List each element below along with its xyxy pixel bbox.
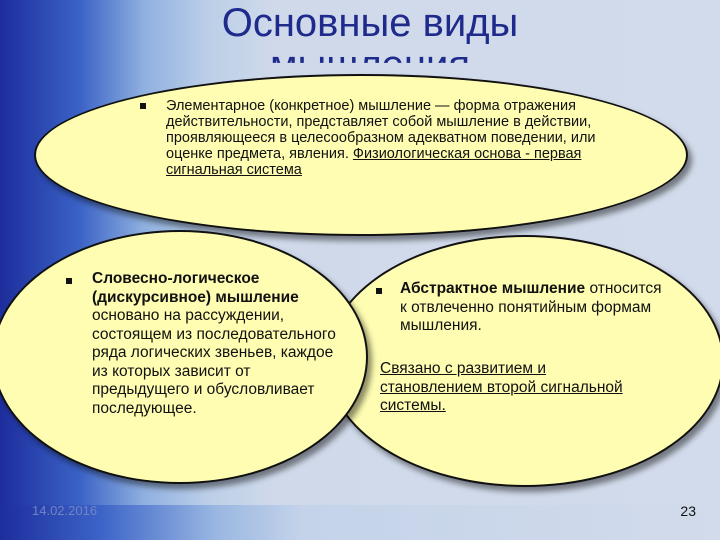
item-abstract-thinking: [400, 280, 670, 336]
bullet-marker: [140, 103, 146, 109]
footer-date: 14.02.2016: [32, 503, 98, 518]
item-abstract-definition: относится к отвлеченно понятийным формам мышления.: [400, 280, 662, 334]
slide-title: Основные виды: [221, 1, 519, 45]
item-elementary-thinking: [166, 98, 596, 178]
footer-band: [0, 505, 720, 540]
bullet-marker: [376, 288, 382, 294]
item-verbal-term: Словесно-логическое (дискурсивное) мышление: [92, 270, 299, 306]
item-verbal-definition: основано на рассуждении, состоящем из последовательного ряда логических звеньев, каждое из которых зависит от предыдущего и обусловливает последующее.: [92, 307, 336, 417]
page-number: 23: [680, 503, 696, 519]
item-elementary-basis: Физиологическая основа - первая сигнальная система: [166, 146, 582, 178]
item-elementary-text: Элементарное (конкретное) мышление — форма отражения действительности, представляет собой мышление в действии, проявляющееся в целесообразном адекватном поведении, или оценке предмета, явления.: [166, 98, 596, 162]
item-verbal-logical-thinking: [92, 270, 348, 418]
item-abstract-basis: Связано с развитием и становлением второй сигнальной системы.: [380, 360, 623, 414]
item-abstract-term: Абстрактное мышление: [400, 280, 586, 297]
bullet-marker: [66, 278, 72, 284]
